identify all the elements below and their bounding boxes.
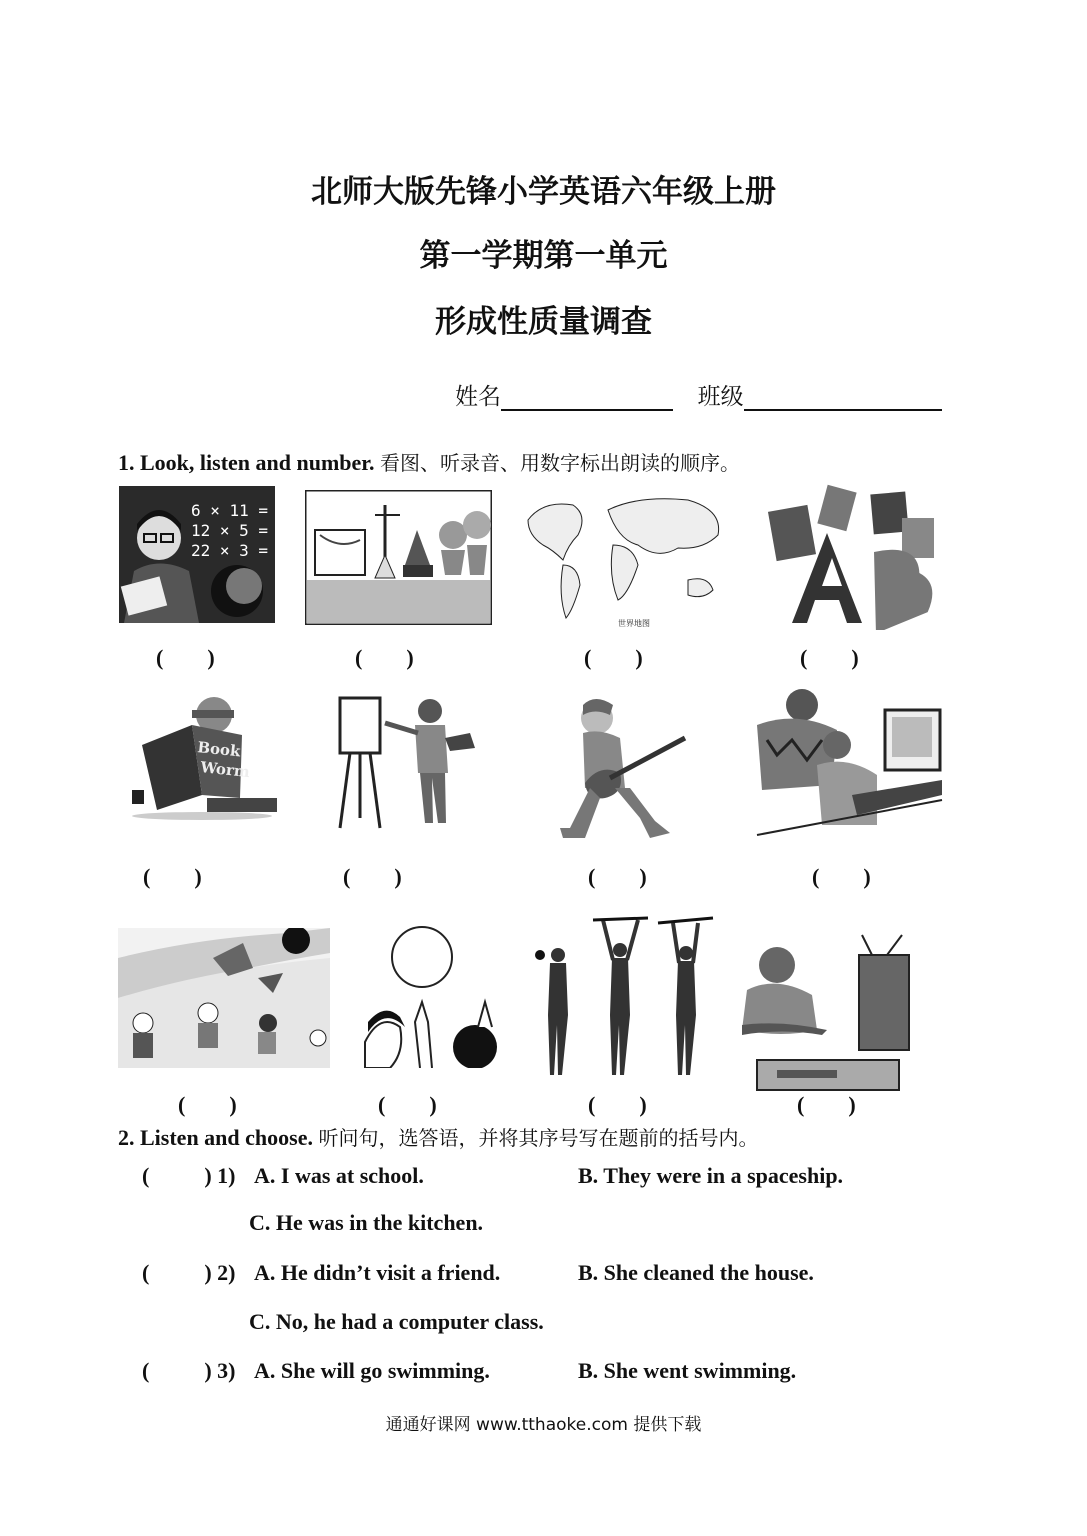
answer-blank[interactable]: ( ) — [156, 645, 215, 670]
answer-blank[interactable]: ( ) — [378, 1092, 437, 1117]
section-1-heading — [118, 447, 740, 476]
document-title: 北师大版先锋小学英语六年级上册 — [311, 174, 776, 210]
painter-easel-icon — [330, 693, 480, 833]
bookworm-reading-icon — [122, 690, 278, 820]
world-map-icon — [518, 490, 738, 630]
page-footer: 通通好课网 www.tthaoke.com 提供下载 — [385, 1415, 702, 1435]
answer-blank[interactable]: ( ) — [584, 645, 643, 670]
document-subtitle: 第一学期第一单元 — [419, 238, 668, 274]
answer-blank[interactable]: ( ) — [178, 1092, 237, 1117]
name-field[interactable] — [501, 383, 673, 411]
exercise-men-icon — [528, 915, 718, 1082]
answer-blank[interactable]: ( ) — [588, 864, 647, 889]
blackboard-line-1: 6 × 11 = — [191, 501, 269, 520]
class-field[interactable] — [744, 383, 942, 411]
book-text-1: Book — [196, 738, 242, 761]
question-2-option-a: A. He didn’t visit a friend. — [254, 1260, 501, 1285]
question-1-option-a: A. I was at school. — [254, 1163, 424, 1188]
section-1-heading-en: 1. Look, listen and number. — [118, 450, 375, 475]
question-3-option-a: A. She will go swimming. — [254, 1358, 490, 1383]
question-1-number[interactable]: ( ) 1) — [142, 1163, 236, 1188]
question-1-option-b: B. They were in a spaceship. — [578, 1163, 844, 1188]
map-caption: 世界地图 — [618, 619, 650, 628]
answer-blank[interactable]: ( ) — [797, 1092, 856, 1117]
answer-blank[interactable]: ( ) — [355, 645, 414, 670]
question-2-option-c: C. No, he had a computer class. — [249, 1309, 544, 1334]
ball-game-icon — [360, 922, 500, 1068]
document-subtitle-2: 形成性质量调查 — [435, 304, 652, 340]
question-2-option-b: B. She cleaned the house. — [578, 1260, 814, 1285]
tv-vcr-icon — [737, 930, 919, 1092]
kite-flying-icon — [118, 928, 330, 1068]
question-3-number[interactable]: ( ) 3) — [142, 1358, 236, 1383]
question-1-option-c: C. He was in the kitchen. — [249, 1210, 484, 1235]
science-lab-icon — [305, 490, 492, 625]
answer-blank[interactable]: ( ) — [800, 645, 859, 670]
question-3-option-b: B. She went swimming. — [578, 1358, 797, 1383]
blackboard-line-3: 22 × 3 = — [191, 541, 269, 560]
answer-blank[interactable]: ( ) — [343, 864, 402, 889]
blackboard-line-2: 12 × 5 = — [191, 521, 269, 540]
book-text-2: Worm — [199, 758, 251, 782]
answer-blank[interactable]: ( ) — [812, 864, 871, 889]
section-1-heading-cn: 看图、听录音、用数字标出朗读的顺序。 — [380, 451, 741, 475]
teacher-math-icon — [119, 486, 275, 623]
computer-class-icon — [737, 685, 947, 840]
section-2-heading-en: 2. Listen and choose. — [118, 1125, 313, 1150]
class-label: 班级 — [697, 384, 744, 410]
name-label: 姓名 — [455, 384, 501, 410]
question-2-number[interactable]: ( ) 2) — [142, 1260, 236, 1285]
guitar-player-icon — [555, 693, 690, 845]
alphabet-letters-icon — [762, 478, 940, 630]
section-2-heading-cn: 听问句，选答语，并将其序号写在题前的括号内。 — [318, 1126, 759, 1150]
answer-blank[interactable]: ( ) — [143, 864, 202, 889]
section-2-heading — [118, 1122, 758, 1151]
answer-blank[interactable]: ( ) — [588, 1092, 647, 1117]
student-info-row — [455, 378, 942, 411]
